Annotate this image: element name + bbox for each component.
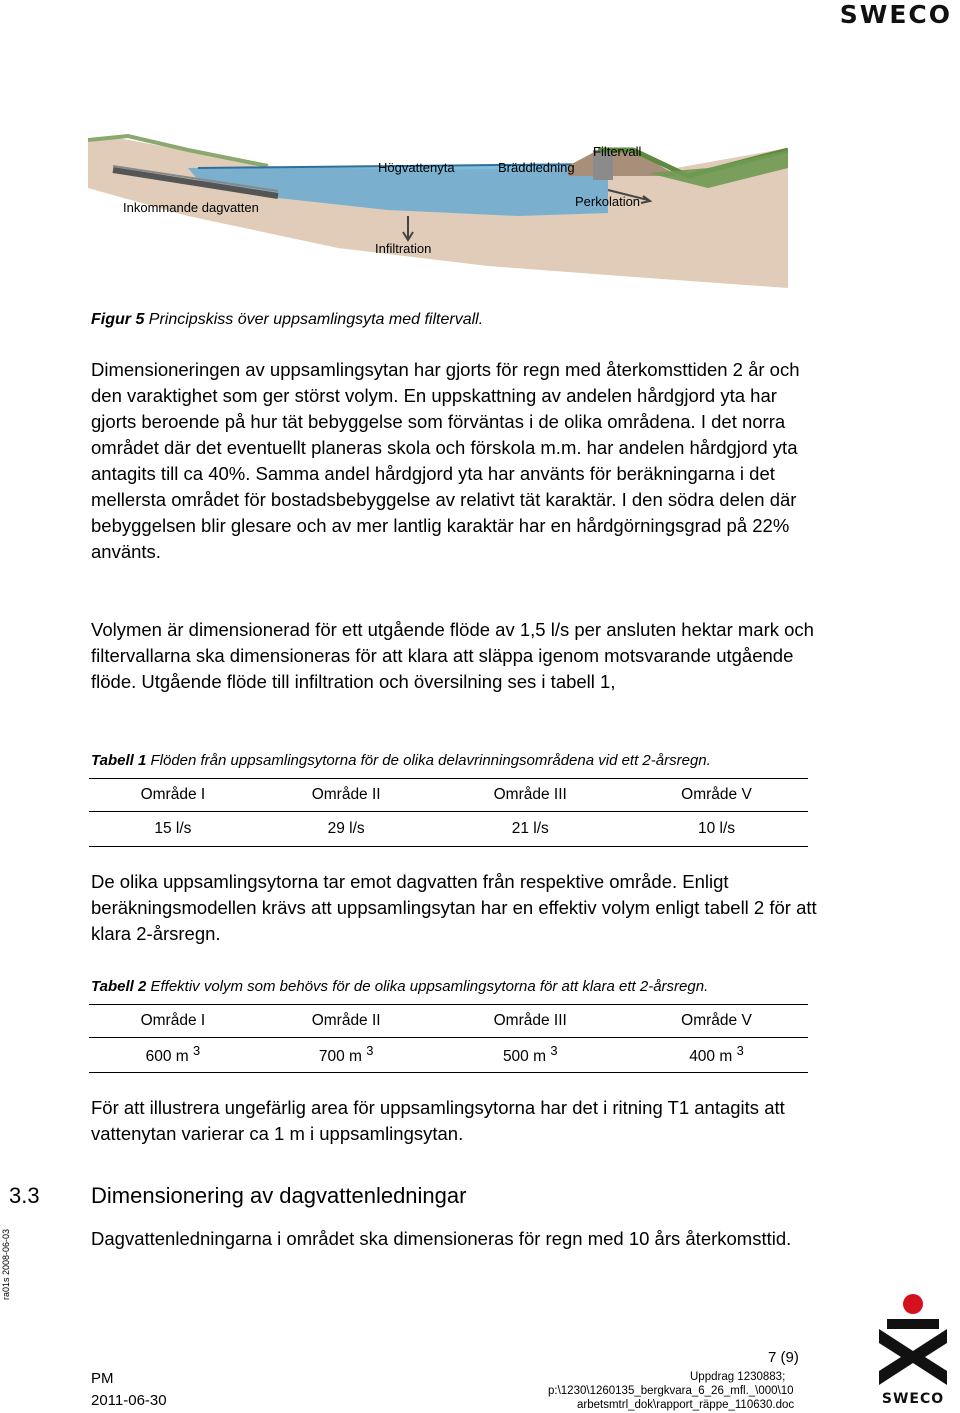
- table-cell: 10 l/s: [625, 812, 808, 847]
- table1-caption-label: Tabell 1: [91, 752, 147, 769]
- paragraph-volume: Volymen är dimensionerad för ett utgående flöde av 1,5 l/s per ansluten hektar mark och filtervallarna ska dimensioneras för att klara att släppa igenom motsvarande utgående flöde. Utgående flöde till infiltration och översilning ses i tabell 1,: [91, 619, 814, 692]
- sweco-logo-bottom-text: SWECO: [881, 1391, 945, 1405]
- table-header-cell: Område I: [89, 779, 257, 812]
- table-cell: 29 l/s: [257, 812, 436, 847]
- footer-uppdrag: Uppdrag 1230883;: [690, 1371, 786, 1383]
- table2-caption-label: Tabell 2: [91, 978, 147, 995]
- label-perkolation: Perkolation: [575, 194, 641, 209]
- table-header-cell: Område V: [625, 779, 808, 812]
- table-header-cell: Område III: [435, 1005, 625, 1038]
- table2-caption: [91, 978, 708, 995]
- label-inkommande: Inkommande dagvatten: [123, 200, 259, 215]
- volume-value: 400 m: [689, 1048, 733, 1066]
- section-title: Dimensionering av dagvattenledningar: [91, 1183, 467, 1208]
- unit-superscript: 3: [736, 1043, 744, 1059]
- paragraph-collection-areas: De olika uppsamlingsytorna tar emot dagvatten från respektive område. Enligt beräkningsmodellen krävs att uppsamlingsytan har en effektiv volym enligt tabell 2 för att klara 2-årsregn.: [91, 871, 817, 944]
- figure-caption-label: Figur 5: [91, 311, 145, 328]
- table-cell: [435, 1038, 625, 1073]
- table-header-row: [89, 779, 808, 812]
- footer-path-1: p:\1230\1260135_bergkvara_6_26_mfl._\000\10: [548, 1385, 794, 1397]
- table-row: [89, 1038, 808, 1073]
- page-number: 7 (9): [768, 1349, 799, 1366]
- flow-table: [89, 778, 808, 847]
- table-header-cell: Område I: [89, 1005, 257, 1038]
- label-hogvattenyta: Högvattenyta: [378, 160, 455, 175]
- paragraph-dimensioning: Dimensioneringen av uppsamlingsytan har gjorts för regn med återkomsttiden 2 år och den varaktighet som ger störst volym. En uppskattning av andelen hårdgjord yta har gjorts beroende på hur tät bebyggelse som förväntas i de olika områdena. I det norra området där det eventuellt planeras skola och förskola m.m. har andelen hårdgjord yta antagits till ca 40%. Samma andel hårdgjord yta har använts för beräkningarna i det mellersta området för bostadsbebyggelse av relativt tät karaktär. I den södra delen där bebyggelsen blir glesare och av mer lantlig karaktär har en hårdgörningsgrad på 22% använts.: [91, 359, 800, 562]
- table1-caption: [91, 752, 711, 769]
- paragraph-pipes: Dagvattenledningarna i området ska dimensioneras för regn med 10 års återkomsttid.: [91, 1228, 792, 1249]
- unit-superscript: 3: [550, 1043, 558, 1059]
- volume-value: 600 m: [145, 1048, 189, 1066]
- figure-caption-text: Principskiss över uppsamlingsyta med filtervall.: [148, 311, 484, 328]
- paragraph-illustration: För att illustrera ungefärlig area för uppsamlingsytorna har det i ritning T1 antagits att vattenytan varierar ca 1 m i uppsamlingsytan.: [91, 1097, 785, 1144]
- table-header-cell: Område II: [257, 1005, 436, 1038]
- volume-value: 700 m: [318, 1048, 362, 1066]
- label-filtervall: Filtervall: [593, 144, 642, 159]
- footer-path-2: arbetsmtrl_dok\rapport_räppe_110630.doc: [577, 1399, 795, 1411]
- table-cell: [257, 1038, 436, 1073]
- volume-table: [89, 1004, 808, 1073]
- filter-embankment-sketch: [88, 128, 788, 298]
- figure-caption: [91, 311, 483, 329]
- document-code: ra01s 2008-06-03: [1, 1228, 11, 1300]
- table-header-cell: Område V: [625, 1005, 808, 1038]
- table2-caption-text: Effektiv volym som behövs för de olika uppsamlingsytorna för att klara ett 2-årsregn.: [150, 978, 709, 995]
- table1-caption-text: Flöden från uppsamlingsytorna för de olika delavrinningsområdena vid ett 2-årsregn.: [150, 752, 711, 769]
- table-row: [89, 812, 808, 847]
- label-infiltration: Infiltration: [375, 241, 432, 256]
- label-breddledning: Bräddledning: [498, 160, 575, 175]
- volume-value: 500 m: [502, 1048, 547, 1066]
- unit-superscript: 3: [193, 1043, 201, 1059]
- table-header-cell: Område II: [257, 779, 436, 812]
- section-number: 3.3: [9, 1183, 40, 1208]
- footer-date: 2011-06-30: [91, 1392, 167, 1409]
- table-header-row: [89, 1005, 808, 1038]
- table-cell: 15 l/s: [89, 812, 257, 847]
- unit-superscript: 3: [366, 1043, 374, 1059]
- table-cell: [89, 1038, 257, 1073]
- sweco-logo-icon: [873, 1293, 953, 1405]
- table-cell: [625, 1038, 808, 1073]
- footer-initials: PM: [91, 1370, 114, 1387]
- sweco-logo-top: SWECO: [839, 0, 952, 29]
- table-cell: 21 l/s: [435, 812, 625, 847]
- table-header-cell: Område III: [435, 779, 625, 812]
